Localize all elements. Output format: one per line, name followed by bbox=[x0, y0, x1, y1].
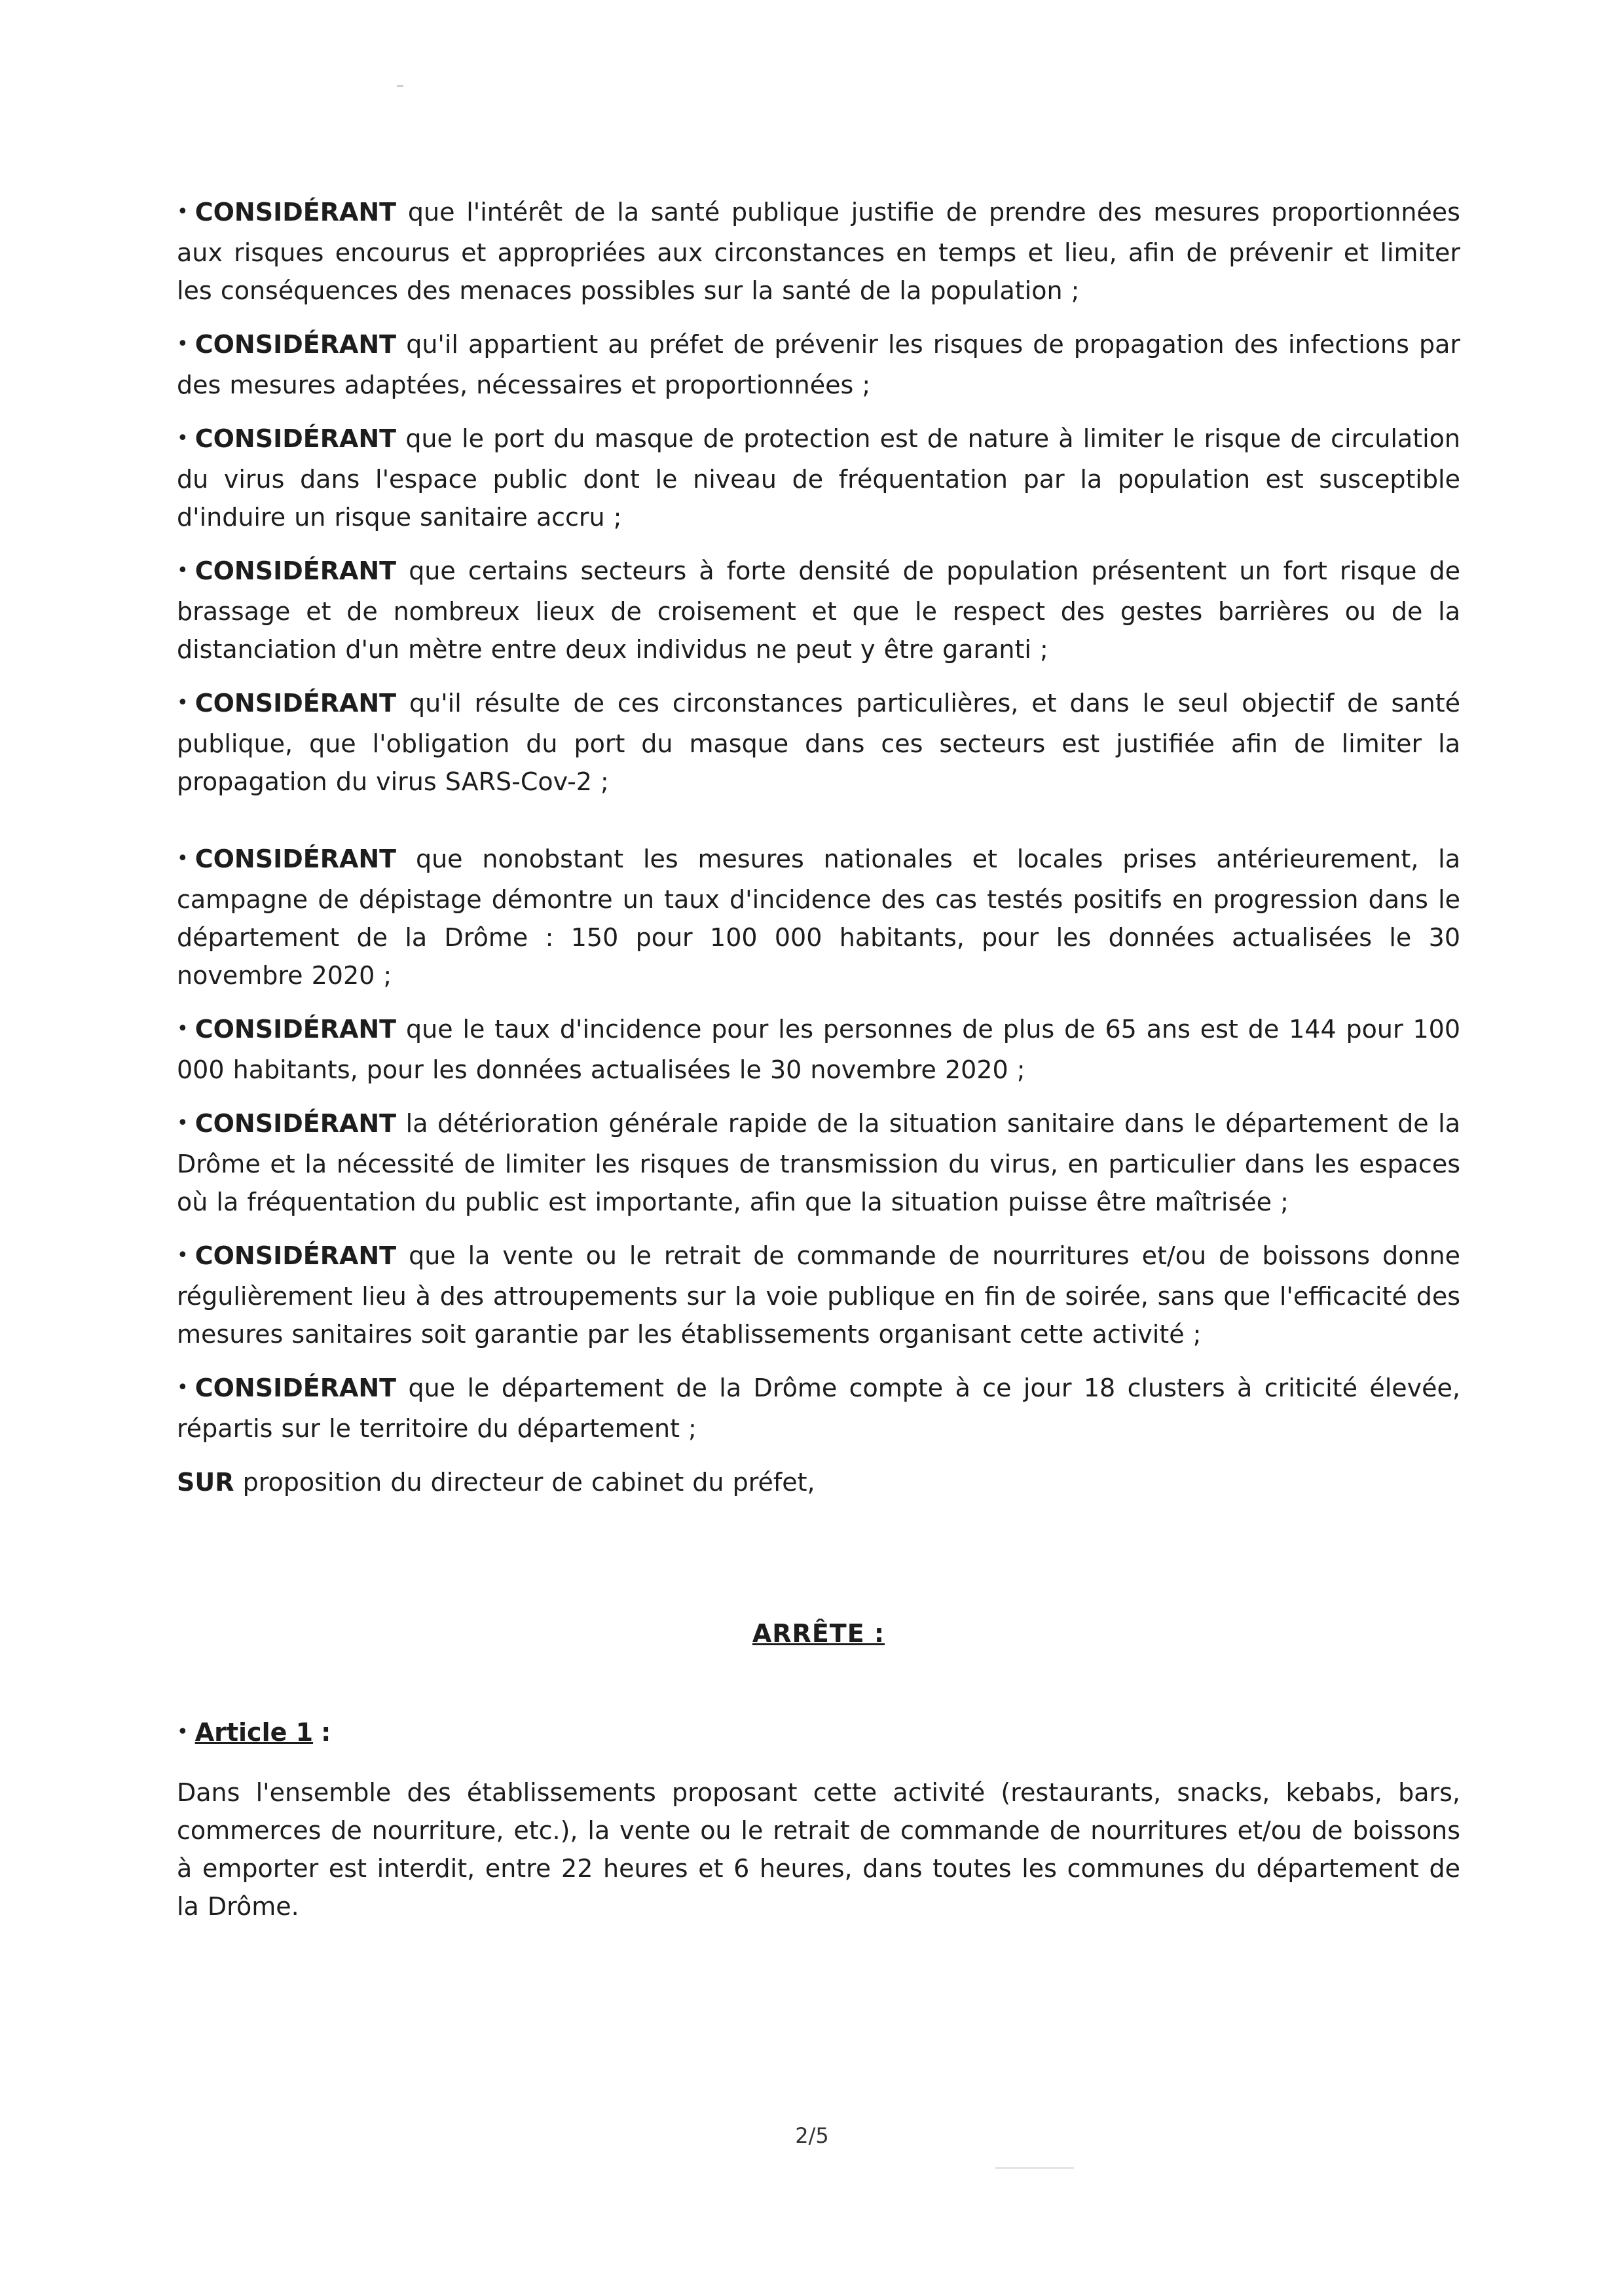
page-number: 2/5 bbox=[795, 2123, 829, 2148]
article-label: Article 1 bbox=[194, 1718, 314, 1747]
scan-speck bbox=[995, 2167, 1074, 2169]
document-body bbox=[177, 193, 1460, 1941]
bullet-icon: • bbox=[177, 427, 189, 450]
bullet-icon: • bbox=[177, 1112, 189, 1135]
bullet-icon: • bbox=[177, 1244, 189, 1267]
paragraph-text: qu'il résulte de ces circonstances particulières, et dans le seul objectif de santé publique, que l'obligation du port du masque dans ces secteurs est justifiée afin de limiter la propagation du virus SARS-Cov-2 ; bbox=[177, 689, 1460, 796]
bullet-icon: • bbox=[177, 691, 189, 714]
keyword: CONSIDÉRANT bbox=[194, 556, 397, 585]
proposal-paragraph bbox=[177, 1463, 1460, 1501]
keyword: CONSIDÉRANT bbox=[194, 424, 397, 453]
considerant-paragraph-10 bbox=[177, 1369, 1460, 1448]
paragraph-text: la détérioration générale rapide de la situation sanitaire dans le département de la Drôme et la nécessité de limiter les risques de transmission du virus, en particulier dans les espaces où la fréquentation du public est importante, afin que la situation puisse être maîtrisée ; bbox=[177, 1109, 1460, 1216]
paragraph-text: que le taux d'incidence pour les personnes de plus de 65 ans est de 144 pour 100 000 habitants, pour les données actualisées le 30 novembre 2020 ; bbox=[177, 1015, 1460, 1084]
paragraph-text: que la vente ou le retrait de commande de nourritures et/ou de boissons donne régulièrement lieu à des attroupements sur la voie publique en fin de soirée, sans que l'efficacité des mesures sanitaires soit garantie par les établissements organisant cette activité ; bbox=[177, 1241, 1460, 1349]
considerant-paragraph-2 bbox=[177, 325, 1460, 404]
keyword: CONSIDÉRANT bbox=[194, 1109, 397, 1138]
considerant-paragraph-4 bbox=[177, 552, 1460, 668]
keyword: CONSIDÉRANT bbox=[194, 1241, 397, 1270]
article-title bbox=[177, 1713, 1460, 1754]
considerant-paragraph-5 bbox=[177, 684, 1460, 801]
considerant-paragraph-6 bbox=[177, 840, 1460, 994]
paragraph-text: proposition du directeur de cabinet du préfet, bbox=[242, 1468, 815, 1497]
bullet-icon: • bbox=[177, 333, 189, 355]
keyword: CONSIDÉRANT bbox=[194, 1015, 397, 1044]
keyword: CONSIDÉRANT bbox=[194, 1374, 397, 1402]
article-colon: : bbox=[321, 1718, 331, 1747]
paragraph-text: que le port du masque de protection est de nature à limiter le risque de circulation du virus dans l'espace public dont le niveau de fréquentation par la population est susceptible d'induire un risque sanitaire accru ; bbox=[177, 424, 1460, 532]
considerant-paragraph-3 bbox=[177, 420, 1460, 536]
considerant-paragraph-1 bbox=[177, 193, 1460, 310]
considerant-paragraph-9 bbox=[177, 1237, 1460, 1353]
considerant-paragraph-7 bbox=[177, 1010, 1460, 1089]
keyword: CONSIDÉRANT bbox=[194, 689, 397, 718]
keyword: CONSIDÉRANT bbox=[194, 198, 397, 227]
bullet-icon: • bbox=[177, 1721, 189, 1743]
bullet-icon: • bbox=[177, 1376, 189, 1399]
bullet-icon: • bbox=[177, 559, 189, 582]
scan-speck bbox=[397, 85, 403, 87]
paragraph-text: que l'intérêt de la santé publique justifie de prendre des mesures proportionnées aux risques encourus et appropriées aux circonstances en temps et lieu, afin de prévenir et limiter les conséquences des menaces possibles sur la santé de la population ; bbox=[177, 198, 1460, 305]
bullet-icon: • bbox=[177, 200, 189, 223]
paragraph-text: que certains secteurs à forte densité de population présentent un fort risque de brassage et de nombreux lieux de croisement et que le respect des gestes barrières ou de la distanciation d'un mètre entre deux individus ne peut y être garanti ; bbox=[177, 556, 1460, 664]
considerant-paragraph-8 bbox=[177, 1104, 1460, 1221]
decree-heading: ARRÊTE : bbox=[752, 1619, 885, 1648]
paragraph-text: que nonobstant les mesures nationales et locales prises antérieurement, la campagne de dépistage démontre un taux d'incidence des cas testés positifs en progression dans le département de la Drôme : 150 pour 100 000 habitants, pour les données actualisées le 30 novembre 2020 ; bbox=[177, 845, 1460, 990]
bullet-icon: • bbox=[177, 847, 189, 870]
keyword: SUR bbox=[177, 1468, 234, 1497]
keyword: CONSIDÉRANT bbox=[194, 845, 397, 873]
bullet-icon: • bbox=[177, 1017, 189, 1040]
paragraph-text: que le département de la Drôme compte à ce jour 18 clusters à criticité élevée, répartis sur le territoire du département ; bbox=[177, 1374, 1460, 1443]
article-text: Dans l'ensemble des établissements proposant cette activité (restaurants, snacks, kebabs, bars, commerces de nourriture, etc.), la vente ou le retrait de commande de nourritures et/ou de boissons à emporter est interdit, entre 22 heures et 6 heures, dans toutes les communes du département de la Drôme. bbox=[177, 1778, 1460, 1921]
keyword: CONSIDÉRANT bbox=[194, 330, 397, 359]
paragraph-text: qu'il appartient au préfet de prévenir les risques de propagation des infections par des mesures adaptées, nécessaires et proportionnées ; bbox=[177, 330, 1460, 399]
